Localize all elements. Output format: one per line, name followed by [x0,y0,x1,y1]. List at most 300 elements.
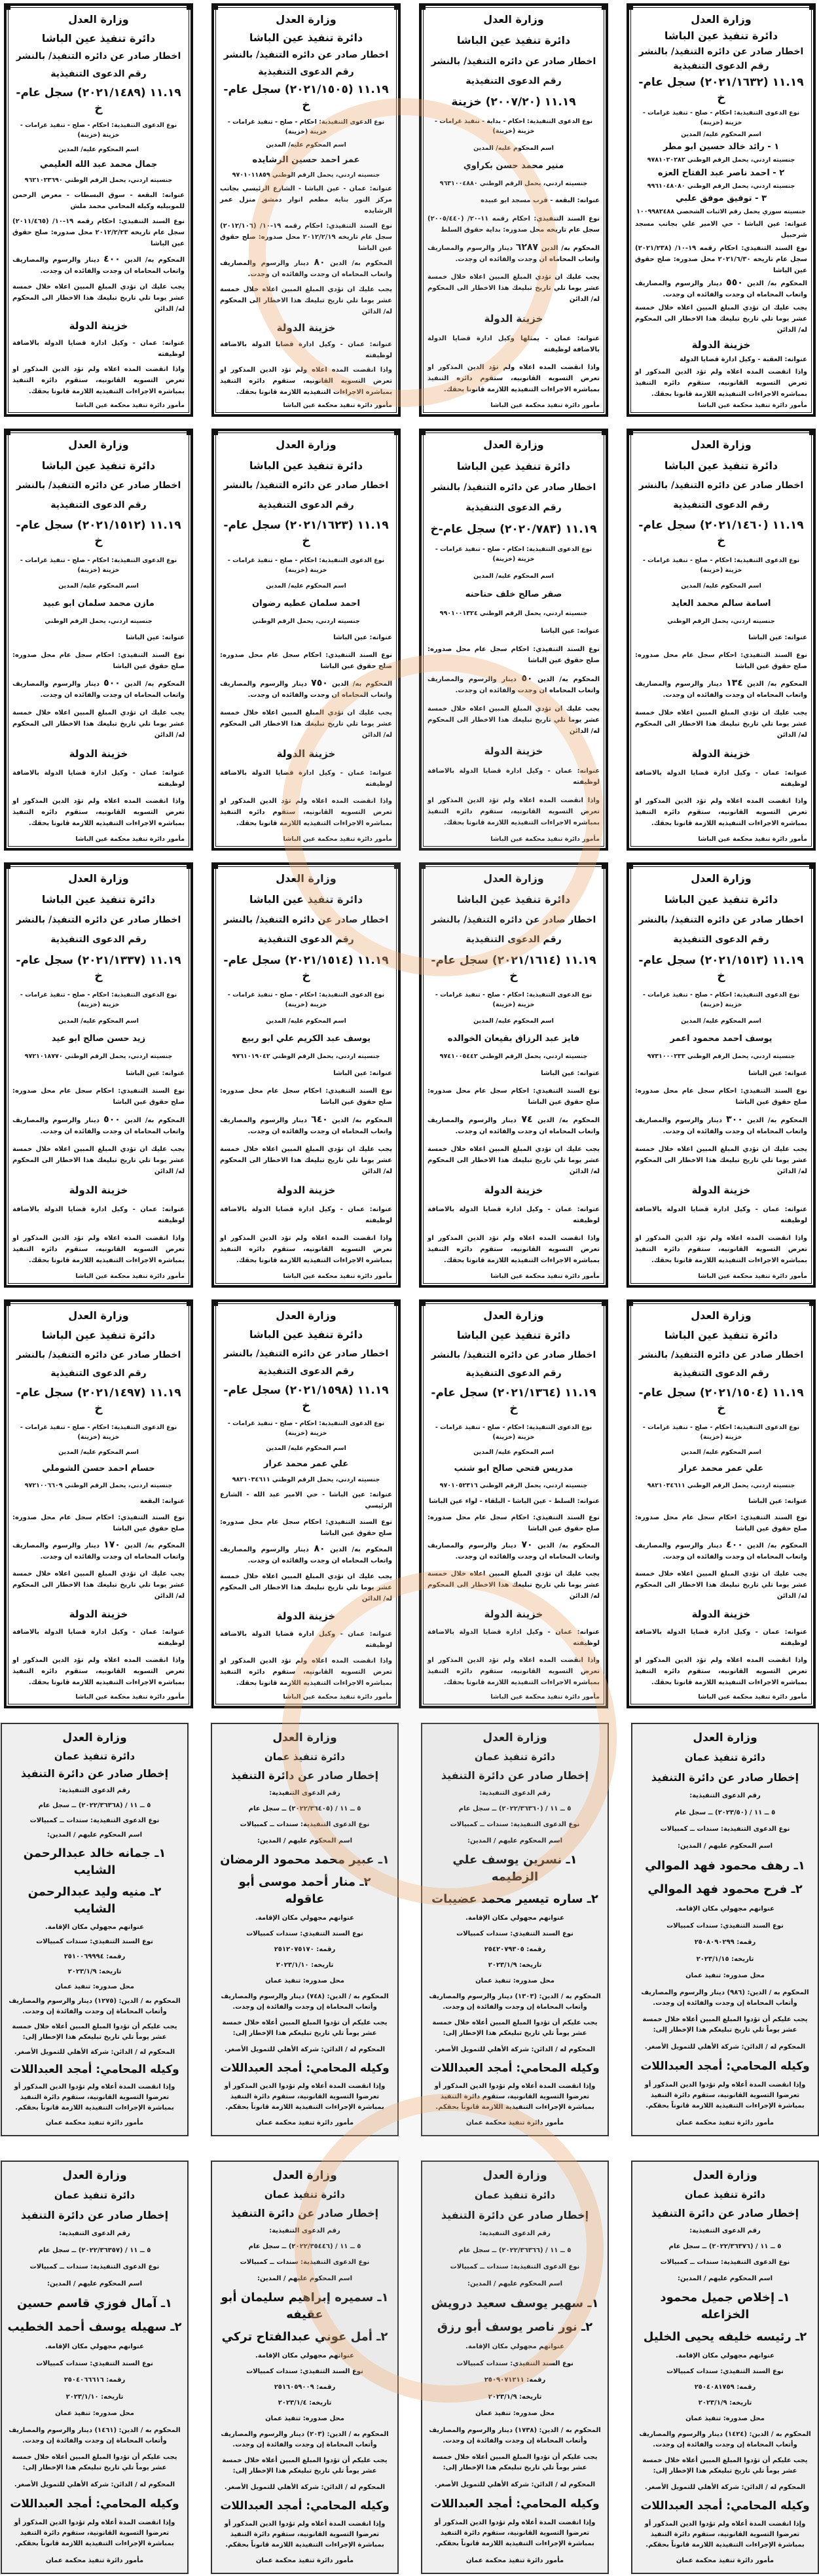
debtor-id: جنسيته اردني، يحمل الرقم الوطني ٩٩٠١٠٠١٣٢٤ [439,609,588,617]
case-number: ١١.١٩ (٢٠٢١/١٥٠٤) سجل عام-خ [638,1386,804,1416]
amount-value: ٦٢٨٧ [515,241,539,253]
closing-text: واذا انقضت المده اعلاه ولم تؤد الدين المذكور او تعرض التسويه القانونيه، ستقوم دائره التنفيذ بمباشره الاجراءات التنفيذيه اللازمة قانونا بحقك. [428,796,600,826]
debtor-name: ٢ـ أمل عوني عبدالفتاح تركي [221,2329,388,2344]
notice-title: اخطار صادر عن دائره التنفيذ/ بالنشر [638,914,804,925]
creditor-name: خزينة الدولة [69,320,128,332]
date-label: تاريخه: [729,2399,752,2407]
debtor-address: عنوانهم مجهولي مكان الإقامة. [465,1914,564,1922]
amount-value: ٧٤ [521,1114,533,1125]
closing-text: وإذا انقضت المدة أعلاه ولم تؤدوا الدين المذكور أو تعرضوا التسوية القانونية، ستقوم دائرة التنفيذ بمباشرة الإجراءات التنفيذية اللازمة قانوناً بحقكم. [434,2519,596,2548]
execution-notice [421,2161,609,2574]
officer-signature: مأمور دائرة تنفيذ محكمة عين الباشا [283,836,392,843]
instrument-details: نوع السند التنفيذي: احكام رقمه ١٩-١٠/ (٢٠١٢/١٠٦) سجل عام تاريخه ٢٠١٢/٢/١٩ محل صدوره: صلح حقوق عين الباشا [220,222,392,252]
execution-notice [419,429,608,851]
ministry-heading: وزارة العدل [62,2169,127,2182]
debtor-id: جنسيته اردني، يحمل الرقم الوطني [45,617,153,625]
instrument-type: نوع السند التنفيذي: سندات كمبيالات [666,2367,784,2375]
issue-place: محل صدوره: تنفيذ عمان [475,2410,555,2418]
judgment-prefix: المحكوم به/ الدين [746,1542,808,1550]
debtor-address: عنوانه: البقعة - سوق البسطات - معرض الرحمن للموبيليه وكيله المحامي محمد ملش [12,191,185,210]
debtor-name: احمد سلمان عطيه رضوان [252,598,360,609]
debtor-label: اسم المحكوم عليهم / المدين: [467,1837,563,1844]
debtor-id: جنسيته سوري يحمل رقم الاثبات الشخصي ١٠٠٩٩٨٢٤٨٨ [636,208,806,215]
debtor-address: عنوانهم مجهولي مكان الإقامة. [676,2352,774,2359]
creditor-name: خزينة الدولة [484,1184,543,1197]
case-number: ١١.١٩ (٢٠٢١/١٤٨٩) سجل عام-خ [16,86,181,115]
case-label: رقم الدعوى التنفيذية: [689,1792,761,1800]
closing-text: واذا انقضت المده اعلاه ولم تؤد الدين المذكور او تعرض التسويه القانونيه، ستقوم دائره التنفيذ بمباشره الاجراءات التنفيذيه اللازمة قانونا بحقك. [12,798,185,828]
case-label: رقم الدعوى التنفيذية [50,499,147,510]
debtor-name: عمر احمد حسين الرشايده [252,154,360,165]
judgment-suffix: دينار والرسوم والمصاريف واتعاب المحاماه ان وجدت والفائده ان وجدت. [12,1116,185,1135]
ministry-heading: وزارة العدل [482,2169,547,2182]
issue-place: محل صدوره: تنفيذ عمان [475,1977,555,1985]
officer-signature: مأمور دائرة تنفيذ محكمة عمان [255,2119,354,2126]
issue-place: محل صدوره: تنفيذ عمان [685,2415,765,2423]
case-type: نوع الدعوى التنفيذية: سندات ــ كمبيالات [240,2259,370,2267]
officer-signature: مأمور دائرة تنفيذ محكمة عين الباشا [283,1693,392,1701]
notice-title: اخطار صادر عن دائره التنفيذ/ بالنشر [431,914,596,925]
number-value: ٢٥٠٩٠٧١٢١١ [484,2376,524,2384]
payment-demand: يجب عليك ان تؤدي المبلغ المبين اعلاه خلال خمسة عشر يوما تلي تاريخ تبليغك هذا الاخطار الى المحكوم له/ الدائن [635,1570,807,1600]
date-label: تاريخه: [309,2399,332,2407]
date-value: ٢٠٢٣/١/٩ [698,2399,727,2407]
judgment-amount [12,1114,185,1137]
lawyer-name: وكيله المحامي: أمجد العبداللات [10,2497,179,2511]
creditor-name: المحكوم له / الدائن: شركة الأهلي للتمويل الأصغر. [14,2480,175,2488]
creditor-address: عنوانه: عمان - وكيل ادارة قضايا الدولة بالاضافة لوظيفته [12,1629,185,1648]
execution-notice [419,3,608,417]
issue-place: محل صدوره: تنفيذ عمان [265,1977,344,1985]
judgment-amount [635,1114,807,1137]
case-number: ٥ ــ ١١ / (٢٠٢٢/٣٦٣٥٧) ــ سجل عام [38,2246,151,2254]
payment-demand: يجب عليكم أن تؤدوا المبلغ المبين أعلاه خلال خمسة عشر يوماً تلي تاريخ تبليغكم هذا الإخطار إلى: [12,2454,177,2472]
closing-text: وإذا انقضت المدة أعلاه ولم تؤدوا الدين المذكور أو تعرضوا التسوية القانونية، ستقوم دائرة التنفيذ بمباشرة الإجراءات التنفيذية اللازمة قانوناً بحقكم. [224,2082,386,2111]
debtor-id: جنسيته اردني، يحمل الرقم الوطني ٩٦٢١٠٢٣٦٩٠ [24,177,173,184]
department-heading: دائرة تنفيذ عين الباشا [664,29,778,42]
judgment-amount [635,678,807,701]
creditor-name: خزينة الدولة [69,1184,128,1197]
case-label: رقم الدعوى التنفيذية [258,934,354,945]
ministry-heading: وزارة العدل [482,1731,547,1744]
debtor-name: حسام احمد حسن الشوملي [42,1464,155,1474]
issue-place: محل صدوره: تنفيذ عمان [265,2415,344,2423]
judgment-prefix: المحكوم به/ الدين [124,256,185,264]
execution-notice [211,429,401,851]
debtor-name: اسامة سالم محمد العايد [671,598,771,609]
execution-notice [627,1299,816,1708]
debtor-label: اسم المحكوم عليه/ المدين [473,1017,554,1025]
execution-notice [4,862,193,1288]
debtor-name: زيد حسن صالح ابو عيد [51,1034,146,1044]
case-type: نوع الدعوى التنفيذية: احكام - صلح - تنفيذ غرامات - خزينة (خزينة) [20,122,177,139]
creditor-name: خزينة الدولة [484,1608,543,1621]
judgment-suffix: دينار والرسوم والمصاريف واتعاب المحاماه ان وجدت والفائده ان وجدت. [12,256,185,275]
debtor-address: عنوانه: البقعة [139,1497,185,1505]
number-label: رقمه: [737,2384,756,2391]
debtor-label: اسم المحكوم عليه/ المدين [58,582,139,590]
case-type: نوع الدعوى التنفيذية: سندات ــ كمبيالات [29,1816,160,1824]
amount-value: (١٢٧٥) [94,1998,117,2005]
debtor-id: جنسيته اردني، يحمل الرقم الوطني ٩٧٤١٠٠٥٤٤٢ [439,1053,588,1060]
case-type: نوع الدعوى التنفيذية: احكام - صلح - تنفيذ غرامات - خزينة (خزينة) [435,991,592,1009]
judgment-suffix: دينار والرسوم والمصاريف واتعاب المحاماه ان وجدت والفائده ان وجدت. [635,1116,807,1135]
ministry-heading: وزارة العدل [693,2169,757,2182]
lawyer-name: وكيله المحامي: أمجد العبداللات [430,2061,600,2075]
ministry-heading: وزارة العدل [68,13,129,26]
debtor-name: ١ـ إخلاص جميل محمود الخزاعله [660,2290,790,2321]
creditor-address: عنوانه: عمان - وكيل ادارة قضايا الدولة بالاضافة لوظيفته [220,769,392,788]
ministry-heading: وزارة العدل [62,1731,127,1744]
notice-title: إخطار صادر عن دائرة التنفيذ [651,2207,799,2220]
debtor-name: صقر صالح خلف حناحنه [465,590,562,600]
number-label: رقمه: [106,2376,126,2384]
amount-value: (١٣٠٣) [515,1993,537,2001]
debtor-address: عنوانه: عمان - عين الباشا - الشارع الرئيسي بجانب مركز النور بناية مطعم انوار دمشق منزل عمر الرشايده [220,185,392,215]
notice-title: إخطار صادر عن دائرة التنفيذ [20,2208,169,2221]
case-number: ١١.١٩ (٢٠٢١/١٣٦٤) سجل عام-خ [431,1386,596,1416]
creditor-name: خزينة الدولة [69,1608,128,1621]
issue-place: محل صدوره: تنفيذ عمان [685,1972,765,1980]
instrument-details: نوع السند التنفيذي: احكام رقمه ١٩-١٠/ (٢٠٢١/٢٣٨) سجل عام تاريخه ٢٠٢١/٦/٣٠ محل صدوره: صلح حقوق عين الباشا [635,244,807,274]
debtor-label: اسم المحكوم عليهم / المدين: [677,2274,773,2282]
payment-demand: يجب عليك ان تؤدي المبلغ المبين اعلاه خلال خمسة عشر يوما تلي تاريخ تبليغك هذا الاخطار الى المحكوم له/ الدائن [220,1145,392,1175]
judgment-amount [428,673,600,696]
judgment-amount [217,1992,392,2013]
judgment-amount [428,1114,600,1137]
lawyer-name: وكيله المحامي: أمجد العبداللات [220,2061,390,2075]
amount-value: ٨٠ [314,257,325,268]
lawyer-name: وكيله المحامي: أمجد العبداللات [640,2059,810,2073]
amount-value: ١٧٠ [103,1540,120,1551]
case-number: ١١.١٩ (٢٠٢١/١٣٣٧) سجل عام-خ [16,953,181,983]
execution-notice [631,2161,819,2574]
creditor-address: عنوانه: عمان - وكيل ادارة قضايا الدولة بالاضافة لوظيفته [220,1206,392,1225]
ministry-heading: وزارة العدل [691,1309,752,1322]
ministry-heading: وزارة العدل [483,438,544,451]
judgment-amount [428,242,600,265]
judgment-suffix: دينار والرسوم والمصاريف واتعاب المحاماه ان وجدت والفائده ان وجدت. [428,244,600,263]
judgment-suffix: دينار والرسوم والمصاريف وأتعاب المحاماة إن وجدت والفائدة إن وجدت. [221,2431,377,2449]
ministry-heading: وزارة العدل [691,13,752,26]
debtor-name: منير محمد حسن بكراوي [463,160,564,171]
debtor-name: ١ـ جمانه خالد عبدالرحمن الشايب [23,1846,166,1878]
notice-title: اخطار صادر عن دائره التنفيذ/ بالنشر [223,1348,389,1359]
judgment-amount [7,1996,182,2017]
debtor-label: اسم المحكوم عليهم / المدين: [467,2280,563,2287]
creditor-address: عنوانه: عمان - وكيل ادارة قضايا الدولة بالاضافة لوظيفته [428,1206,600,1225]
instrument-details: نوع السند التنفيذي: احكام سجل عام محل صدوره: صلح حقوق عين الباشا [12,1087,185,1106]
execution-notice [211,1299,401,1708]
amount-value: (١٧٣٨) [515,2426,537,2434]
execution-notice [4,3,193,417]
closing-text: واذا انقضت المده اعلاه ولم تؤد الدين المذكور او تعرض التسويه القانونيه، ستقوم دائره التنفيذ بمباشره الاجراءات التنفيذيه اللازمة قانونا بحقك. [428,1656,600,1686]
number-label: رقمه: [526,2376,546,2384]
officer-signature: مأمور دائرة تنفيذ محكمة عين الباشا [490,1693,600,1701]
judgment-suffix: دينار والرسوم والمصاريف وأتعاب المحاماة إن وجدت والفائدة إن وجدت. [429,1993,587,2011]
judgment-prefix: المحكوم به/ الدين [124,1116,185,1124]
department-heading: دائرة تنفيذ عمان [474,1751,556,1763]
debtor-address: عنوانهم مجهولي مكان الإقامة. [465,2343,564,2351]
case-label: رقم الدعوى التنفيذية [465,75,562,86]
debtor-address: عنوانه: عين الباشا [126,1069,185,1077]
payment-demand: يجب عليك ان تؤدي المبلغ المبين اعلاه خلال خمسة عشر يوما تلي تاريخ تبليغك هذا الاخطار الى المحكوم له/ الدائن [12,1145,185,1175]
payment-demand: يجب عليك ان تؤدي المبلغ المبين اعلاه خلال خمسة عشر يوما تلي تاريخ تبليغك هذا الاخطار الى المحكوم له/ الدائن [12,1570,185,1600]
department-heading: دائرة تنفيذ عمان [54,1750,136,1762]
judgment-prefix: المحكوم به / الدين: [539,1993,601,2001]
notice-title: اخطار صادر عن دائره التنفيذ/ بالنشر [431,482,596,493]
debtor-name: ٢ـ منار أحمد موسى أبو عاقوله [238,1875,371,1906]
execution-notice [627,862,816,1288]
judgment-amount [428,2426,602,2446]
debtor-address: عنوانه: عين الباشا [541,627,600,635]
judgment-suffix: دينار والرسوم والمصاريف واتعاب المحاماه ان وجدت والفائده ان وجدت. [220,260,392,279]
debtor-address: عنوانه: عين الباشا [126,634,185,642]
creditor-address: عنوانه: عمان - يمثلها وكيل ادارة قضايا الدولة بالاضافة لوظيفته [428,334,600,353]
department-heading: دائرة تنفيذ عمان [684,2189,766,2201]
officer-signature: مأمور دائرة تنفيذ محكمة عين الباشا [75,1273,185,1280]
judgment-prefix: المحكوم به / الدين: [539,2426,601,2434]
officer-signature: مأمور دائرة تنفيذ محكمة عين الباشا [283,402,392,409]
judgment-prefix: المحكوم به/ الدين [537,1542,600,1550]
payment-demand: يجب عليك ان تؤدي المبلغ المبين اعلاه خلال خمسة عشر يوما تلي تاريخ تبليغك هذا الاخطار الى المحكوم له/ الدائن [635,709,807,739]
case-label: رقم الدعوى التنفيذية [50,1367,147,1379]
debtor-label: اسم المحكوم عليه/ المدين [681,1017,761,1025]
debtor-address: عنوانهم مجهولي مكان الإقامة. [45,2343,144,2351]
instrument-type: نوع السند التنفيذي: سندات كمبيالات [36,1938,153,1946]
notice-title: اخطار صادر عن دائره التنفيذ/ بالنشر [223,480,389,491]
case-number: ١١.١٩ (٢٠٢١/١٦٢٣) سجل عام-خ [223,519,389,548]
department-heading: دائرة تنفيذ عين الباشا [249,892,363,906]
instrument-number [217,2382,392,2393]
amount-value: (٧٤٨) [306,1993,325,2001]
debtor-id: جنسيته اردني، يحمل الرقم الوطني ٩٧٦١٠١٩٠٤٢ [232,1053,380,1060]
debtor-id: جنسيته اردني، يحمل الرقم الوطني ٩٨٢١٠٣٤٦١١ [647,1481,795,1489]
case-type: نوع الدعوى التنفيذية: احكام - صلح - تنفيذ غرامات - خزينة (خزينة) [642,556,800,574]
case-label: رقم الدعوى التنفيذية: [689,2227,761,2235]
number-value: ٢٥١٢٠٧٥١٧٠ [274,1946,314,1954]
creditor-name: المحكوم له / الدائن: شركة الأهلي للتمويل الأصغر. [434,2480,596,2488]
ministry-heading: وزارة العدل [68,438,129,451]
case-number: ٥ ــ ١١ / (٢٠٢٢/٣٦٤٠٥) ــ سجل عام [248,1805,361,1813]
judgment-suffix: دينار والرسوم والمصاريف واتعاب المحاماه ان وجدت والفائده ان وجدت. [220,1116,392,1135]
case-label: رقم الدعوى التنفيذية [673,934,769,945]
debtor-id: جنسيته اردني، يحمل الرقم الوطني [667,617,775,625]
judgment-amount [635,277,807,300]
case-label: رقم الدعوى التنفيذية [465,1367,562,1379]
execution-notice [211,3,401,417]
closing-text: وإذا انقضت المدة أعلاه ولم تؤدوا الدين المذكور أو تعرضوا التسوية القانونية، ستقوم دائرة التنفيذ بمباشرة الإجراءات التنفيذية اللازمة قانوناً بحقكم. [224,2520,386,2549]
case-type: نوع الدعوى التنفيذية: احكام - صلح - تنفيذ غرامات - خزينة (خزينة) [227,118,385,135]
judgment-prefix: المحكوم به/ الدين [541,244,600,252]
amount-value: (٩٨٦) [727,1988,745,1996]
case-label: رقم الدعوى التنفيذية: [59,1787,130,1795]
debtor-address: عنوانه: عين الباشا - حي الامير عبد الله - الشارع الرئيسي [220,1491,392,1510]
payment-demand: يجب عليك ان تؤدي المبلغ المبين اعلاه خلال خمسة عشر يوما تلي تاريخ تبليغك هذا الاخطار الى المحكوم له/ الدائن [428,705,600,735]
case-number: ٥ ــ ١١ / (٢٠٢٢/٣٦٣٧٦) ــ سجل عام [668,2243,782,2251]
judgment-suffix: دينار والرسوم والمصاريف واتعاب المحاماه ان وجدت والفائده ان وجدت. [428,675,600,694]
department-heading: دائرة تنفيذ عين الباشا [249,459,363,472]
closing-text: واذا انقضت المده اعلاه ولم تؤد الدين المذكور او تعرض التسويه القانونيه، ستقوم دائره التنفيذ بمباشره الاجراءات التنفيذيه اللازمة قانونا بحقك. [12,1656,185,1686]
judgment-prefix: المحكوم به / الدين: [327,2431,389,2439]
judgment-amount [217,2429,392,2450]
debtor-label: اسم المحكوم عليه/ المدين [473,573,554,580]
debtor-name: علي عمر محمد عرار [678,1464,764,1474]
case-label: رقم الدعوى التنفيذية: [479,1790,551,1797]
debtor-name: ١ـ آمال فوزي قاسم حسين [16,2297,173,2311]
debtor-label: اسم المحكوم عليه/ المدين [473,1448,554,1456]
case-type: نوع الدعوى التنفيذية: احكام - صلح - تنفيذ غرامات - خزينة (خزينة) [435,1423,592,1441]
ain-al-basha-notices [3,3,816,1708]
notice-title: اخطار صادر عن دائره التنفيذ/ بالنشر [638,1349,804,1360]
date-label: تاريخه: [311,1962,334,1969]
creditor-address: عنوانه: عمان - وكيل ادارة قضايا الدولة بالاضافة لوظيفته [220,1630,392,1649]
instrument-type: نوع السند التنفيذي: سندات كمبيالات [666,1922,784,1930]
issue-place: محل صدوره: تنفيذ عمان [55,1983,134,1990]
debtor-name: ١ـ عبير محمد محمود الرمضان [220,1852,390,1867]
case-type: نوع الدعوى التنفيذية: احكام - صلح - تنفيذ غرامات - خزينة (خزينة) [642,109,800,126]
creditor-name: المحكوم له / الدائن: شركة الأهلي للتمويل الأصغر. [644,2043,806,2051]
debtor-name: يوسف عبد الكريم علي ابو ربيع [241,1034,371,1044]
instrument-details: نوع السند التنفيذي: احكام سجل عام محل صدوره: صلح حقوق عين الباشا [220,1087,392,1106]
judgment-prefix: المحكوم به / الدين: [749,2431,811,2439]
judgment-suffix: دينار والرسوم والمصاريف واتعاب المحاماه ان وجدت والفائده ان وجدت. [220,680,392,699]
judgment-prefix: المحكوم به/ الدين [331,1116,393,1124]
instrument-details: نوع السند التنفيذي: احكام سجل عام محل صدوره: صلح حقوق عين الباشا [428,1087,600,1106]
date-value: ٢٠٢٣/١/١٠ [65,2393,99,2401]
officer-signature: مأمور دائرة تنفيذ محكمة عمان [676,2119,774,2126]
instrument-number [638,2382,812,2393]
case-type: نوع الدعوى التنفيذية: احكام - صلح - تنفيذ غرامات - خزينة (خزينة) [227,1420,385,1438]
notice-title: اخطار صادر عن دائره التنفيذ/ بالنشر [431,1349,596,1360]
debtor-id: جنسيته اردني، يحمل الرقم الوطني ٩٨٢١٠٣٤٦١١ [232,1476,380,1483]
instrument-details: نوع السند التنفيذي: احكام سجل عام محل صدوره: صلح حقوق عين الباشا [220,1518,392,1537]
payment-demand: يجب عليكم أن تؤدوا المبلغ المبين أعلاه خلال خمسة عشر يوماً تلي تاريخ تبليغكم هذا الإخطار إلى: [432,2019,598,2038]
closing-text: وإذا انقضت المدة أعلاه ولم تؤدوا الدين المذكور أو تعرضوا التسوية القانونية، ستقوم دائرة التنفيذ بمباشرة الإجراءات التنفيذية اللازمة قانوناً بحقكم. [644,2520,806,2549]
debtor-name: علي عمر محمد عرار [263,1458,349,1469]
creditor-name: خزينة الدولة [276,322,336,334]
creditor-name: خزينة الدولة [691,1608,751,1621]
creditor-address: عنوانه: عمان - وكيل ادارة قضايا الدولة بالاضافة لوظيفته [428,767,600,786]
case-type: نوع الدعوى التنفيذية: سندات ــ كمبيالات [29,2263,160,2271]
debtor-id: جنسيته اردني، يحمل الرقم الوطني ٩٧٢١٠١٨٧٧٠ [24,1053,173,1060]
judgment-suffix: دينار والرسوم والمصاريف وأتعاب المحاماة إن وجدت والفائدة إن وجدت. [641,1988,797,2007]
debtor-label: اسم المحكوم عليهم / المدين: [677,1842,773,1850]
department-heading: دائرة تنفيذ عين الباشا [41,459,156,472]
closing-text: واذا انقضت المده اعلاه ولم تؤد الدين المذكور او تعرض التسويه القانونيه، ستقوم دائره التنفيذ بمباشره الاجراءات التنفيذيه اللازمة قانونا بحقك. [220,1235,392,1265]
creditor-name: خزينة الدولة [484,313,543,325]
officer-signature: مأمور دائرة تنفيذ محكمة عين الباشا [75,836,185,843]
debtor-label: اسم المحكوم عليهم / المدين: [46,1831,143,1839]
debtor-address: عنوانه: عين الباشا [748,1497,807,1505]
judgment-prefix: المحكوم به/ الدين [746,1116,808,1124]
debtor-address: عنوانه: عين الباشا [748,1069,807,1077]
case-type: نوع الدعوى التنفيذية: احكام - صلح - تنفيذ غرامات - خزينة (خزينة) [227,556,385,574]
officer-signature: مأمور دائرة تنفيذ محكمة عين الباشا [490,402,600,409]
debtor-id: جنسيته اردني، يحمل الرقم الوطني ٩٧٣١٠٠٠٢٣٣ [647,1053,795,1060]
notice-title: إخطار صادر عن دائرة التنفيذ [230,1769,379,1782]
judgment-prefix: المحكوم به / الدين: [747,1988,809,1996]
number-value: ٢٥٠٤٠٨١٧٥٩ [694,2384,735,2391]
case-number: ٥ ــ ١١ / (٢٠٢٢/٣٦٣٦٦) ــ سجل عام [458,2246,572,2254]
department-heading: دائرة تنفيذ عين الباشا [664,459,778,472]
ministry-heading: وزارة العدل [272,2169,337,2182]
payment-demand: يجب عليك ان تؤدي المبلغ المبين اعلاه خلال خمسة عشر يوما تلي تاريخ تبليغك هذا الاخطار الى المحكوم له/ الدائن [635,304,807,334]
instrument-number [7,1952,182,1962]
department-heading: دائرة تنفيذ عمان [264,1751,346,1763]
officer-signature: مأمور دائرة تنفيذ محكمة عين الباشا [698,1273,807,1280]
instrument-details: نوع السند التنفيذي: احكام رقمه ١٩-١٠/ (٢٠١١/٤٦٥) سجل عام تاريخه ٢٠١٢/٢/٢٣ محل صدوره: صلح حقوق عين الباشا [12,218,185,248]
debtor-address: عنوانه: عين الباشا - حي الامير علي بجانب مسجد شرحبيل [635,220,807,239]
creditor-address: عنوانه: عمان - وكيل ادارة قضايا الدولة بالاضافة لوظيفته [635,1629,807,1648]
date-value: ٢٠٢٣/١/١٥ [696,1955,729,1963]
execution-notice [419,1299,608,1708]
instrument-number [638,1937,812,1948]
payment-demand: يجب عليكم أن تؤدوا المبلغ المبين أعلاه خلال خمسة عشر يوماً تلي تاريخ تبليغكم هذا الإخطار إلى: [642,2016,808,2034]
instrument-details: نوع السند التنفيذي: احكام سجل عام محل صدوره: صلح حقوق عين الباشا [635,651,807,670]
judgment-prefix: المحكوم به / الدين: [327,1993,389,2001]
date-label: تاريخه: [731,1955,754,1963]
instrument-details: نوع السند التنفيذي: احكام سجل عام محل صدوره: صلح حقوق عين الباشا [635,1087,807,1106]
payment-demand: يجب عليكم أن تؤدوا المبلغ المبين أعلاه خلال خمسة عشر يوماً تلي تاريخ تبليغكم هذا الإخطار إلى: [12,2023,177,2041]
debtor-name: ٣ - توفيق موفق علبي [675,194,767,204]
case-number: ١١.١٩ (٢٠٠٧/٢٠) خزينة [451,96,576,109]
ministry-heading: وزارة العدل [272,1731,337,1744]
officer-signature: مأمور دائرة تنفيذ محكمة عين الباشا [490,1273,600,1280]
amount-value: ٥٠٠ [103,678,120,689]
department-heading: دائرة تنفيذ عمان [54,2189,136,2202]
execution-notice [1,2161,189,2574]
instrument-date [7,2392,182,2403]
officer-signature: مأمور دائرة تنفيذ محكمة عين الباشا [698,836,807,843]
creditor-address: عنوانه: عمان - وكيل ادارة قضايا الدولة بالاضافة لوظيفته [12,339,185,358]
closing-text: واذا انقضت المده اعلاه ولم تؤد الدين المذكور او تعرض التسويه القانونيه، ستقوم دائره التنفيذ بمباشره الاجراءات التنفيذيه اللازمة قانونا بحقك. [635,1656,807,1686]
department-heading: دائرة تنفيذ عين الباشا [456,460,571,473]
notice-title: اخطار صادر عن دائره التنفيذ/ بالنشر [16,51,181,62]
closing-text: واذا انقضت المده اعلاه ولم تؤد الدين المذكور او تعرض التسويه القانونيه، ستقوم دائره التنفيذ بمباشره الاجراءات التنفيذيه اللازمة قانونا بحقك. [635,368,807,398]
debtor-id: جنسيته اردني، يحمل الرقم الوطني ٩٧٠١٠٥٢٣١٦ [439,1481,588,1489]
closing-text: واذا انقضت المده اعلاه ولم تؤد الدين المذكور او تعرض التسويه القانونيه، ستقوم دائره التنفيذ بمباشره الاجراءات التنفيذيه اللازمة قانونا بحقك. [428,363,600,393]
department-heading: دائرة تنفيذ عين الباشا [41,31,156,44]
case-type: نوع الدعوى التنفيذية: احكام - صلح - تنفيذ غرامات - خزينة (خزينة) [435,546,592,563]
judgment-amount [7,2426,182,2446]
instrument-date [428,2392,602,2403]
closing-text: وإذا انقضت المدة أعلاه ولم تؤدوا الدين المذكور أو تعرضوا التسوية القانونية، ستقوم دائرة التنفيذ بمباشرة الإجراءات التنفيذية اللازمة قانوناً بحقكم. [434,2082,596,2111]
case-label: رقم الدعوى التنفيذية [465,503,562,514]
case-number: ١١.١٩ (٢٠٢١/١٤٩٧) سجل عام-خ [16,1386,181,1416]
case-label: رقم الدعوى التنفيذية [258,499,354,510]
case-label: رقم الدعوى التنفيذية [258,66,354,77]
debtor-label: اسم المحكوم عليه/ المدين [58,1448,139,1456]
closing-text: واذا انقضت المده اعلاه ولم تؤد الدين المذكور او تعرض التسويه القانونيه، ستقوم دائره التنفيذ بمباشره الاجراءات التنفيذيه اللازمة قانونا بحقك. [12,1235,185,1265]
closing-text: واذا انقضت المده اعلاه ولم تؤد الدين المذكور او تعرض التسويه القانونيه، ستقوم دائره التنفيذ بمباشره الاجراءات التنفيذيه اللازمة قانونا بحقك. [635,1235,807,1265]
notice-title: اخطار صادر عن دائره التنفيذ/ بالنشر [431,56,596,67]
judgment-suffix: دينار والرسوم والمصاريف واتعاب المحاماه ان وجدت والفائده ان وجدت. [635,680,807,699]
number-value: ٢٥٠٤٠٦٦٦١٦ [64,2376,104,2384]
debtor-name: ١ - رائد خالد حسين ابو مطر [663,142,780,152]
department-heading: دائرة تنفيذ عين الباشا [41,892,156,906]
judgment-prefix: المحكوم به/ الدين [537,1116,600,1124]
debtor-label: اسم المحكوم عليه/ المدين [681,1448,761,1456]
debtor-id: جنسيته اردني، يحمل الرقم الوطني ٩٧٢١٠٠٦٦٠٩ [24,1481,173,1489]
payment-demand: يجب عليك ان تؤدي المبلغ المبين اعلاه خلال خمسة عشر يوما تلي تاريخ تبليغك هذا الاخطار الى المحكوم له/ الدائن [635,1145,807,1175]
notice-title: اخطار صادر عن دائره التنفيذ/ بالنشر [16,480,181,491]
officer-signature: مأمور دائرة تنفيذ محكمة عين الباشا [490,836,600,843]
instrument-number [7,2375,182,2386]
notice-title: إخطار صادر عن دائرة التنفيذ [230,2207,379,2220]
case-number: ٥ ــ ١١ / (٢٠٢٢/٣٦٣٦٠) ــ سجل عام [458,1805,572,1813]
notice-title: اخطار صادر عن دائره التنفيذ/ بالنشر [16,914,181,925]
